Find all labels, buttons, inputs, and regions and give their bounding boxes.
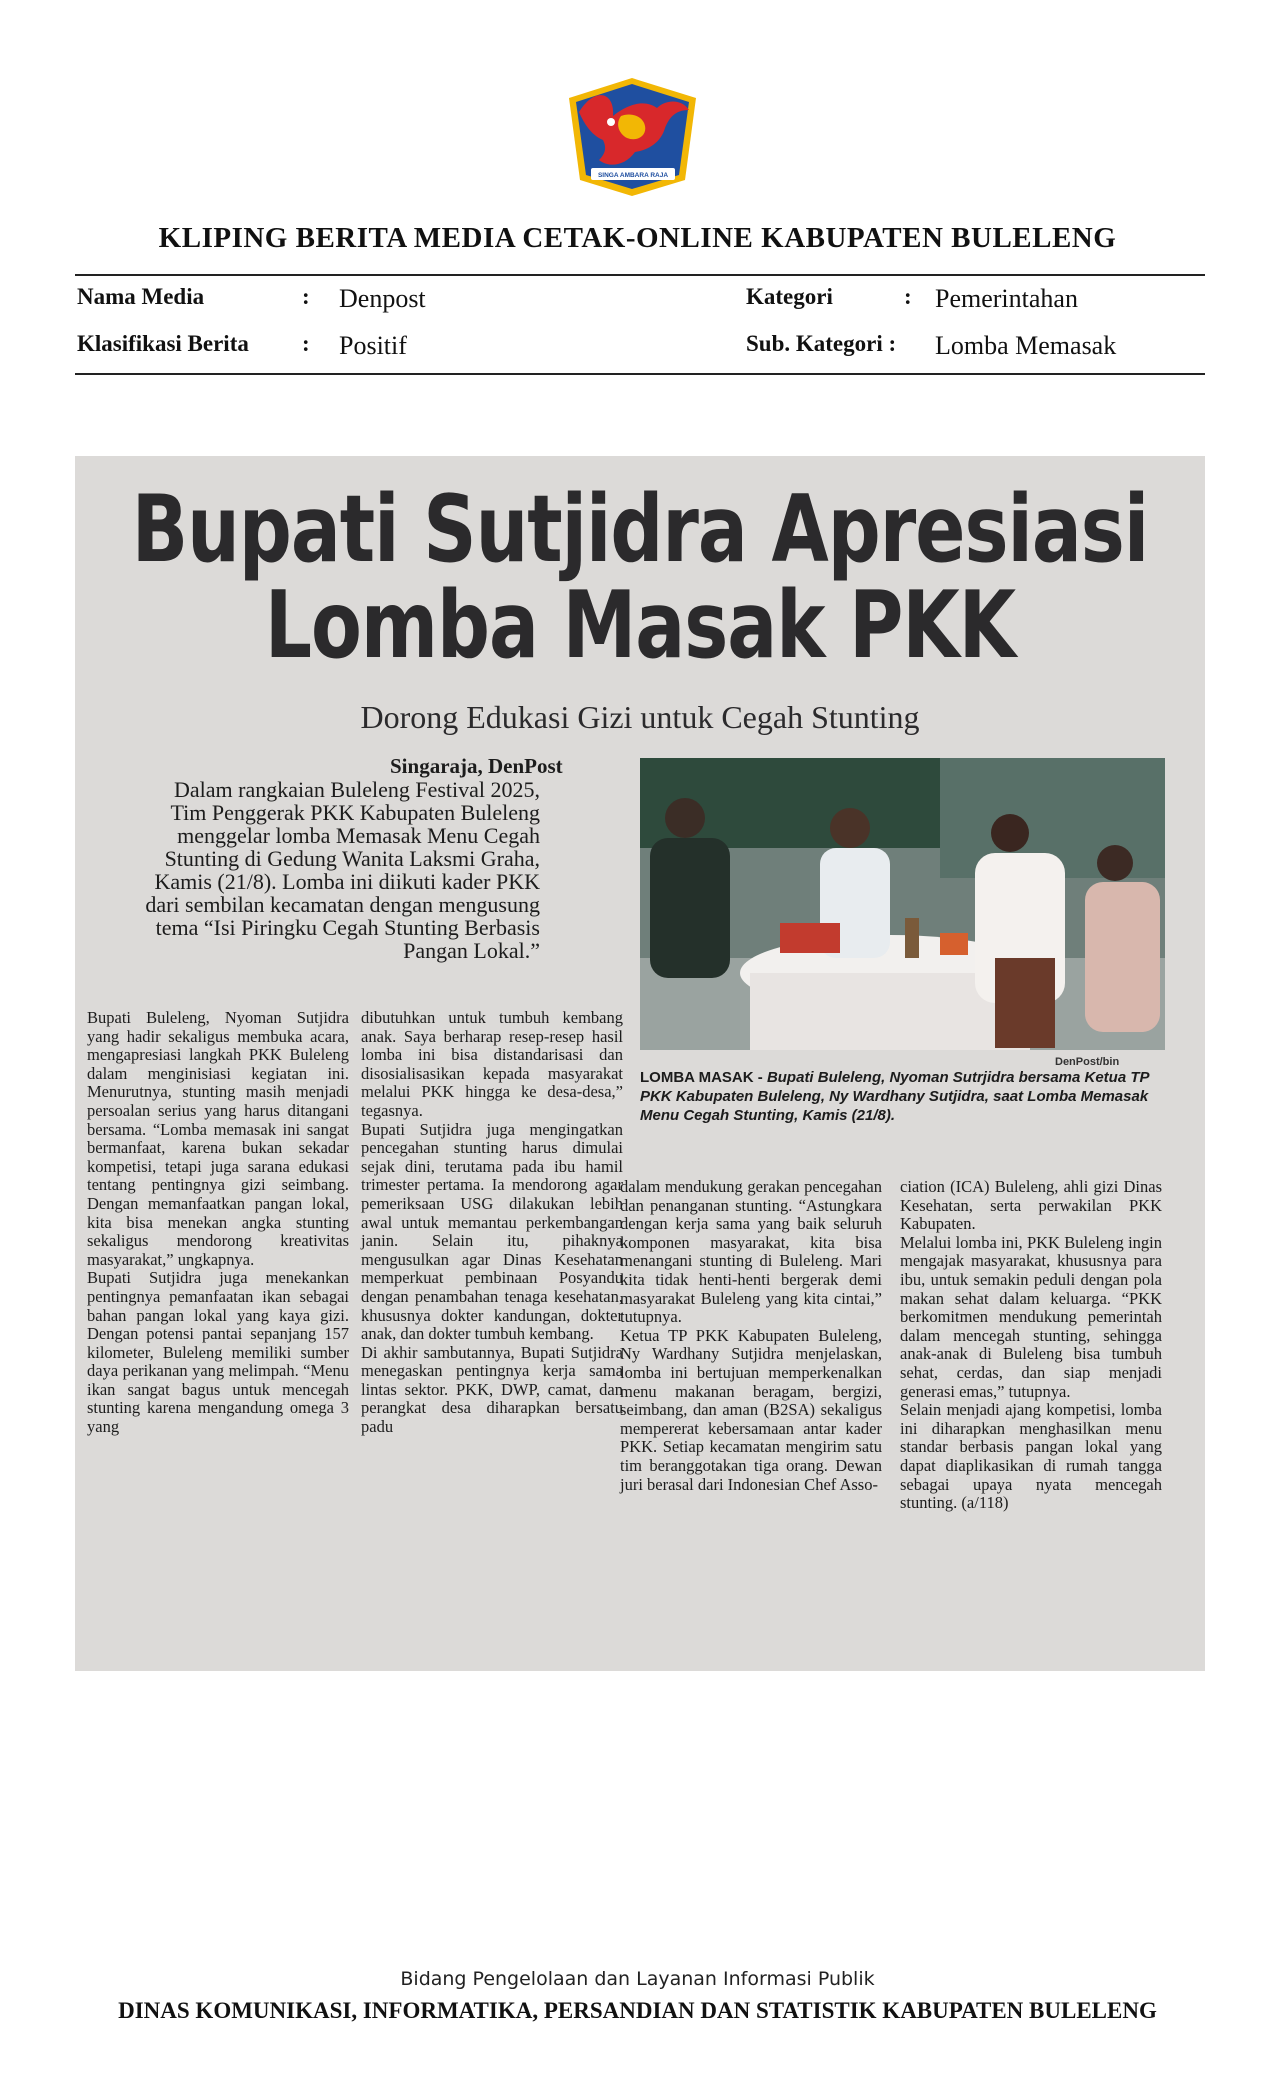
newspaper-clipping	[75, 456, 1205, 1671]
header-divider	[75, 274, 1205, 276]
article-photo	[640, 758, 1165, 1050]
article-column-2: dibutuhkan untuk tumbuh kembang anak. Saya berharap resep-resep hasil lomba ini bisa distandarisasi dan disosialisasikan kepada masyarakat melalui PKK hingga ke desa-desa,” tegasnya. Bupati Sutjidra juga mengingatkan pencegahan stunting harus dimulai sejak dini, terutama pada ibu hamil trimester pertama. Ia mendorong agar pemeriksaan USG dilakukan lebih awal untuk memantau perkembangan janin. Selain itu, pihaknya mengusulkan agar Dinas Kesehatan memperkuat pembinaan Posyandu dengan penambahan tenaga kesehatan, khususnya dokter kandungan, dokter anak, dan dokter tumbuh kembang. Di akhir sambutannya, Bupati Sutjidra menegaskan pentingnya kerja sama lintas sektor. PKK, DWP, camat, dan perangkat desa diharapkan bersatu padu	[361, 1008, 623, 1437]
subheadline: Dorong Edukasi Gizi untuk Cegah Stunting	[360, 699, 920, 735]
media-colon: :	[302, 284, 310, 309]
klasifikasi-colon: :	[302, 331, 310, 356]
logo-banner-text: SINGA AMBARA RAJA	[597, 172, 669, 179]
lead-paragraph: Dalam rangkaian Buleleng Festival 2025, Tim Penggerak PKK Kabupaten Buleleng menggelar lomba Memasak Menu Cegah Stunting di Gedung Wanita Laksmi Graha, Kamis (21/8). Lomba ini diikuti kader PKK dari sembilan kecamatan dengan mengusung tema “Isi Piringku Cegah Stunting Berbasis Pangan Lokal.”	[145, 777, 540, 963]
kategori-label: Kategori	[746, 284, 833, 309]
subkategori-value: Lomba Memasak	[935, 331, 1117, 360]
article-column-4: ciation (ICA) Buleleng, ahli gizi Dinas Kesehatan, serta perwakilan PKK Kabupaten. Melalui lomba ini, PKK Buleleng ingin mengajak masyarakat, khususnya para ibu, untuk semakin peduli dengan pola makan sehat dalam keluarga. “PKK berkomitmen mendukung pemerintah dalam mencegah stunting, sehingga anak-anak di Buleleng bisa tumbuh sehat, cerdas, dan siap menjadi generasi emas,” tutupnya. Selain menjadi ajang kompetisi, lomba ini diharapkan menghasilkan menu standar berbasis pangan lokal yang dapat diaplikasikan di rumah tangga sebagai upaya nyata mencegah stunting. (a/118)	[900, 1177, 1162, 1513]
photo-caption	[640, 1068, 1165, 1125]
article-column-1: Bupati Buleleng, Nyoman Sutjidra yang hadir sekaligus membuka acara, mengapresiasi langkah PKK Buleleng dalam menginisiasi kegiatan ini. Menurutnya, stunting masih menjadi persoalan serius yang harus ditangani bersama. “Lomba memasak ini sangat bermanfaat, karena bukan sekadar kompetisi, tetapi juga sarana edukasi tentang pentingnya gizi seimbang. Dengan memanfaatkan pangan lokal, kita bisa menekan angka stunting sekaligus mendorong kreativitas masyarakat,” ungkapnya. Bupati Sutjidra juga menekankan pentingnya pemanfaatan ikan sebagai bahan pangan lokal yang kaya gizi. Dengan potensi pantai sepanjang 157 kilometer, Buleleng memiliki sumber daya perikanan yang melimpah. “Menu ikan sangat bagus untuk mencegah stunting karena mengandung omega 3 yang	[87, 1008, 349, 1437]
headline-line-1: Bupati Sutjidra Apresiasi	[131, 476, 1149, 584]
media-value: Denpost	[339, 284, 426, 313]
klasifikasi-label: Klasifikasi Berita	[77, 331, 249, 356]
buleleng-emblem-logo	[565, 76, 700, 198]
headline-line-2: Lomba Masak PKK	[264, 572, 1016, 680]
dateline: Singaraja, DenPost	[390, 754, 563, 778]
footer-agency: DINAS KOMUNIKASI, INFORMATIKA, PERSANDIAN DAN STATISTIK KABUPATEN BULELENG	[118, 1998, 1157, 2023]
photo-credit: DenPost/bin	[1055, 1056, 1120, 1068]
meta-divider	[75, 373, 1205, 375]
article-column-3: dalam mendukung gerakan pencegahan dan penanganan stunting. “Astungkara dengan kerja sama yang baik seluruh komponen masyarakat, kita bisa menangani stunting di Buleleng. Mari kita tidak henti-henti bergerak demi masyarakat Buleleng yang kita cintai,” tutupnya. Ketua TP PKK Kabupaten Buleleng, Ny Wardhany Sutjidra menjelaskan, lomba ini bertujuan memperkenalkan menu makanan beragam, bergizi, seimbang, dan aman (B2SA) sekaligus mempererat kebersamaan antar kader PKK. Setiap kecamatan mengirim satu tim beranggotakan tiga orang. Dewan juri berasal dari Indonesian Chef Asso-	[620, 1177, 882, 1494]
caption-body: Bupati Buleleng, Nyoman Sutrjidra bersama Ketua TP PKK Kabupaten Buleleng, Ny Wardhany Sutjidra, saat Lomba Memasak Menu Cegah Stunting, Kamis (21/8).	[640, 1069, 1149, 1124]
kategori-colon: :	[904, 284, 912, 309]
caption-lead: LOMBA MASAK -	[640, 1069, 767, 1086]
document-title: KLIPING BERITA MEDIA CETAK-ONLINE KABUPATEN BULELENG	[158, 222, 1117, 254]
kategori-value: Pemerintahan	[935, 284, 1078, 313]
klasifikasi-value: Positif	[339, 331, 407, 360]
footer-division: Bidang Pengelolaan dan Layanan Informasi Publik	[400, 1968, 875, 1990]
media-label: Nama Media	[77, 284, 205, 309]
subkategori-label: Sub. Kategori :	[746, 331, 897, 356]
